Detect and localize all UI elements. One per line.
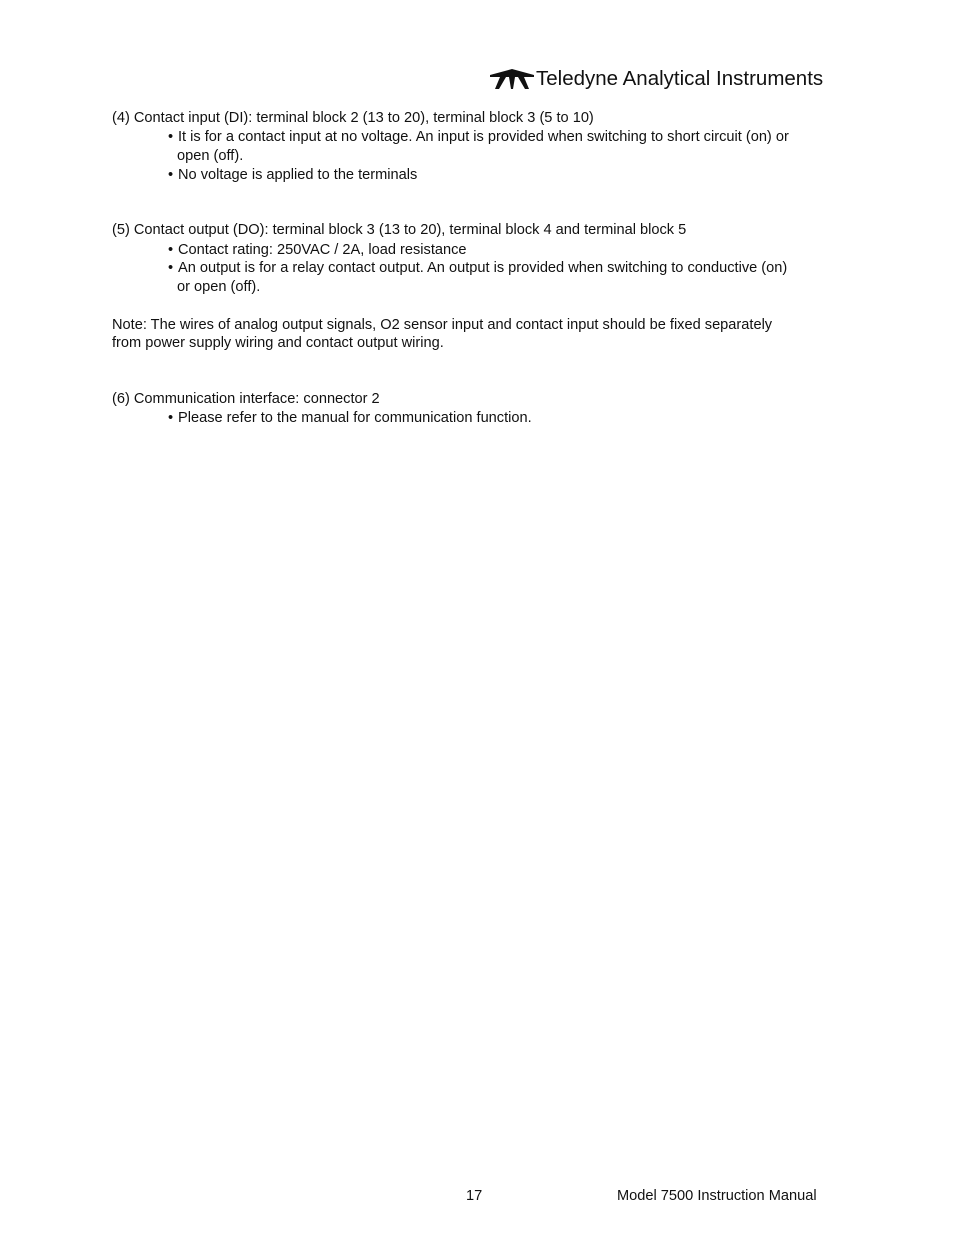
note-text: Note: The wires of analog output signals, O2 sensor input and contact input should be fixed separately — [112, 317, 773, 333]
page-header — [490, 64, 823, 94]
bullet-item — [168, 241, 467, 259]
bullet-text: Contact rating: 250VAC / 2A, load resistance — [178, 242, 467, 258]
bullet-text: An output is for a relay contact output. An output is provided when switching to conductive (on) — [178, 260, 788, 276]
teledyne-logo-icon — [490, 68, 534, 90]
page-number: 17 — [466, 1188, 483, 1204]
bullet-continuation: open (off). — [177, 148, 244, 164]
bullet-item — [168, 259, 787, 277]
bullet-text: No voltage is applied to the terminals — [178, 167, 418, 183]
bullet-glyph: • — [168, 410, 174, 426]
section-heading-contact-output: (5) Contact output (DO): terminal block 3 (13 to 20), terminal block 4 and terminal block 5 — [112, 222, 687, 238]
bullet-item — [168, 166, 417, 184]
bullet-item — [168, 128, 789, 146]
bullet-glyph: • — [168, 167, 174, 183]
bullet-item — [168, 409, 532, 427]
section-heading-contact-input: (4) Contact input (DI): terminal block 2 (13 to 20), terminal block 3 (5 to 10) — [112, 110, 594, 126]
note-text-continuation: from power supply wiring and contact output wiring. — [112, 335, 444, 351]
bullet-glyph: • — [168, 242, 174, 258]
bullet-continuation: or open (off). — [177, 279, 261, 295]
section-heading-communication: (6) Communication interface: connector 2 — [112, 391, 380, 407]
bullet-glyph: • — [168, 260, 174, 276]
manual-title: Model 7500 Instruction Manual — [617, 1188, 817, 1204]
bullet-text: Please refer to the manual for communication function. — [178, 410, 532, 426]
bullet-glyph: • — [168, 129, 174, 145]
brand-name: Teledyne Analytical Instruments — [536, 67, 824, 90]
bullet-text: It is for a contact input at no voltage. An input is provided when switching to short circuit (on) or — [178, 129, 789, 145]
